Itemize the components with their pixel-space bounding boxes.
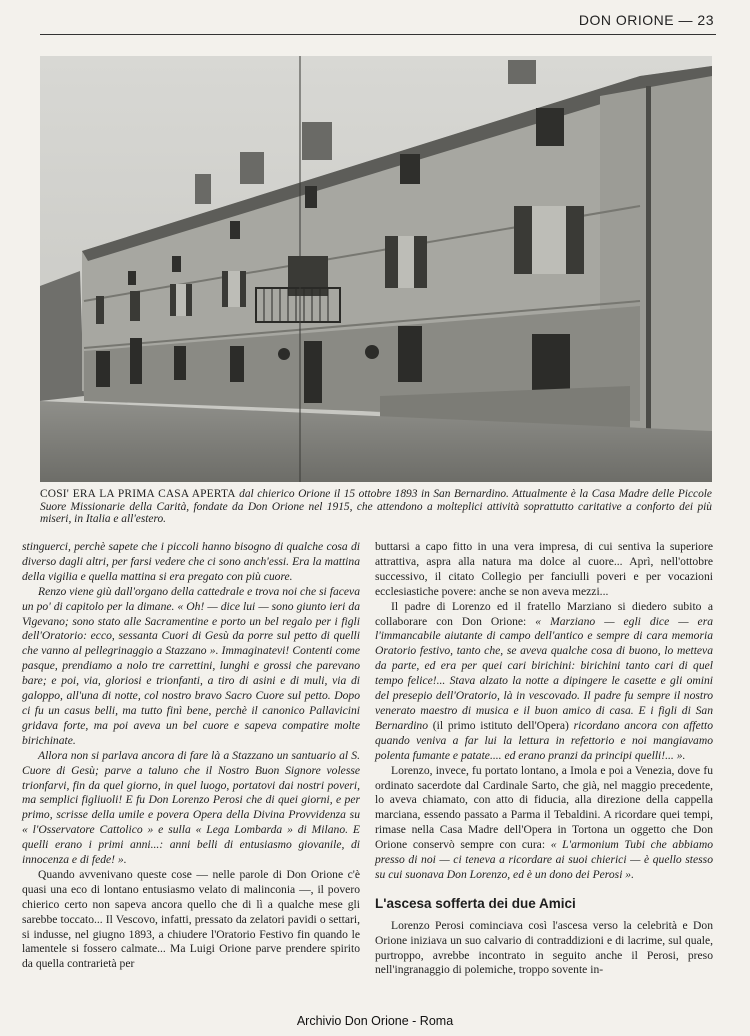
right-column	[375, 540, 713, 978]
right-paragraph-2-quote: « Marziano — egli dice — era l'immancabile aiutante di campo dell'antico e sempre di cara memoria Oratorio festivo, tanto che, se aveva qualche cosa di buono, lo metteva da parte, ed era per quei cari birichini: birichini tanto cari di quel tempo felice!... Stava alzato la notte a dipingere le casette e gli omini del presepio dell'Oratorio, là in vescovado. Il padre fu sempre il nostro venerato maestro di musica e il buon amico di casa. E i figli di San Bernardino	[375, 614, 713, 732]
left-paragraph-3: Allora non si parlava ancora di fare là a Stazzano un santuario al S. Cuore di Gesù; parve a taluno che il Nostro Buon Signore volesse trionfarvi, fin da quel giorno, in quel luogo, portatovi dai nostri poveri, ma semplici figliuoli! E fu Don Lorenzo Perosi che di quei giorni, e per primo, scrisse della umile e povera Opera della Divina Provvidenza su « l'Osservatore Cattolico » e sulla « Lega Lombarda » di Milano. E quelli erano i primi anni...: anni belli di entusiasmo giovanile, di innocenza e di fede! ».	[22, 748, 360, 867]
building-photo-image	[40, 56, 712, 482]
right-paragraph-3	[375, 764, 713, 883]
left-paragraph-2: Renzo viene giù dall'organo della cattedrale e trova noi che si faceva un po' di capitolo per la dimane. « Oh! — dice lui — sono giunto ieri da Vigevano; sono stato alle Sacramentine e porto un bel regalo per i figli dell'Oratorio: ecco, sessanta Cuori di Gesù da porre sul petto di quelli che vanno al pellegrinaggio a Stazzano ». Immaginatevi! Contenti come pasque, prendiamo a nolo tre carrettini, lunghi e grossi che parevano bare; e poi, via, gloriosi e trionfanti, a tiro di asini e di muli, via di galoppo, all'una di notte, col nostro bravo Sacro Cuore sul petto. Dopo ci fu un casus belli, ma tutto finì bene, perchè il canonico Pallavicini gridava forte, ma poi aveva un bel cuore e sapeva compatire molte birichinate.	[22, 584, 360, 747]
right-paragraph-2-aside: (il primo istituto dell'Opera)	[428, 718, 574, 732]
building-photo	[40, 56, 712, 482]
right-paragraph-3-quote: « L'armonium Tubi che abbiamo presso di noi — ci teneva a ricordare ai suoi chierici — è quello stesso su cui suonava Don Lorenzo, ed è un dono dei Perosi ».	[375, 838, 713, 881]
section-heading: L'ascesa sofferta dei due Amici	[375, 895, 576, 911]
left-paragraph-4: Quando avvenivano queste cose — nelle parole di Don Orione c'è quasi una eco di lontano entusiasmo velato di malinconia —, il povero chierico certo non sapeva ancora quello che di lì a qualche mese gli sarebbe toccato... Il Vescovo, infatti, pressato da zelatori pavidi o settari, si indusse, nel giugno 1893, a chiudere l'Oratorio Festivo fin quando le lamentele si fossero calmate... Ma Luigi Orione parve prendere spirito da quella contrarietà per	[22, 867, 360, 971]
caption-lead: COSI' ERA LA PRIMA CASA APERTA	[40, 488, 236, 500]
right-paragraph-3-text: Lorenzo, invece, fu portato lontano, a Imola e poi a Venezia, dove fu ordinato sacerdote dal Cardinale Sarto, che già, nel maggio precedente, lo aveva chiamato, con atto di fiducia, alla direzione della cappella marciana, essendo passato a Parma il Tebaldini. A ricordare quei tempi, rimase nella Casa Madre dell'Opera in Tortona un oggetto che Don Orione conservò sempre con cura:	[375, 763, 713, 852]
header-rule	[40, 34, 716, 35]
right-paragraph-2-quote-end: ricordano ancora con affetto quando veniva a far lui la lettura in refettorio e noi mangiavamo polenta fumante e patate.... ed erano pranzi da principi quelli!... ».	[375, 718, 713, 762]
right-paragraph-2	[375, 600, 713, 764]
right-paragraph-4: Lorenzo Perosi cominciava così l'ascesa verso la celebrità e Don Orione iniziava un suo calvario di contraddizioni e di lacrime, sul quale, purtroppo, avrebbe incontrato in seguito anche il Perosi, preso nell'ingranaggio di polemiche, troppo sovente in-	[375, 918, 713, 977]
left-column	[22, 540, 360, 972]
left-paragraph-1: stinguerci, perchè sapete che i piccoli hanno bisogno di qualche cosa di diverso dagli altri, per farsi vedere che ci sono anch'essi. Era la mattina della vigilia e quella mattina si era pregato con più cuore.	[22, 540, 360, 583]
caption-text: dal chierico Orione il 15 ottobre 1893 in San Bernardino. Attualmente è la Casa Madre delle Piccole Suore Missionarie della Carità, fondate da Don Orione nel 1915, che attendono a molteplici attività soprattutto caritative a conforto dei più miseri, in Italia e all'estero.	[40, 488, 712, 525]
right-paragraph-2-intro: Il padre di Lorenzo ed il fratello Marziano si diedero subito a collaborare con Don Orione:	[375, 599, 713, 628]
right-paragraph-1: buttarsi a capo fitto in una vera impresa, di cui sentiva la superiore attrattiva, aspra alla natura ma dolce al cuore... Aprì, nell'ottobre successivo, il citato Collegio per fanciulli poveri e per vocazioni ecclesiastiche povere: anche se non aveva mezzi...	[375, 540, 713, 598]
photo-caption	[40, 488, 712, 526]
archive-footer: Archivio Don Orione - Roma	[296, 1014, 454, 1028]
running-head: DON ORIONE — 23	[578, 12, 714, 28]
